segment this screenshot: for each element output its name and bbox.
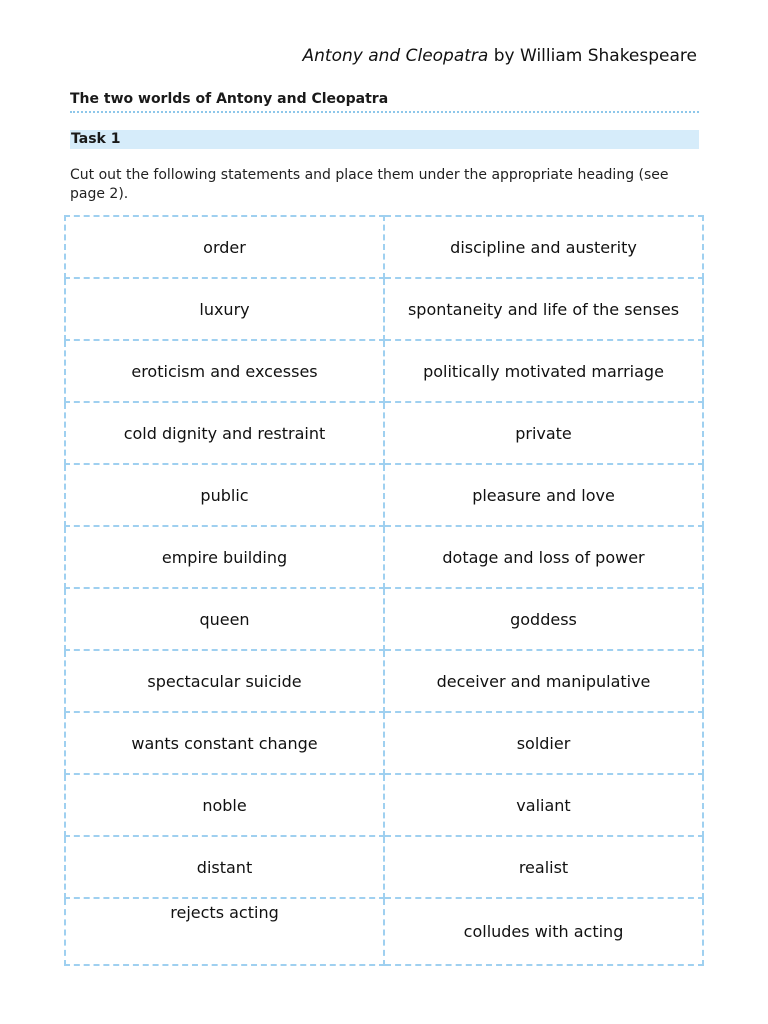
statement-card: valiant xyxy=(384,774,703,836)
statement-card: eroticism and excesses xyxy=(65,340,384,402)
statement-row xyxy=(65,340,703,402)
statement-card: realist xyxy=(384,836,703,898)
statement-row xyxy=(65,588,703,650)
task-heading xyxy=(70,130,699,149)
statement-row xyxy=(65,774,703,836)
statement-card: empire building xyxy=(65,526,384,588)
statement-card: order xyxy=(65,216,384,278)
statement-card: distant xyxy=(65,836,384,898)
statement-card: spectacular suicide xyxy=(65,650,384,712)
statement-row xyxy=(65,836,703,898)
statement-card: pleasure and love xyxy=(384,464,703,526)
statement-card: rejects acting xyxy=(65,898,384,965)
statement-card: soldier xyxy=(384,712,703,774)
statement-row xyxy=(65,402,703,464)
statement-card: wants constant change xyxy=(65,712,384,774)
statement-card: colludes with acting xyxy=(384,898,703,965)
statement-card: queen xyxy=(65,588,384,650)
statement-row xyxy=(65,216,703,278)
statement-card: dotage and loss of power xyxy=(384,526,703,588)
author-line: by William Shakespeare xyxy=(488,46,697,66)
statement-row xyxy=(65,278,703,340)
statement-row xyxy=(65,898,703,965)
statement-row xyxy=(65,712,703,774)
statement-card: public xyxy=(65,464,384,526)
statement-card: discipline and austerity xyxy=(384,216,703,278)
section-subtitle: The two worlds of Antony and Cleopatra xyxy=(70,91,699,113)
task-instructions: Cut out the following statements and place them under the appropriate heading (see page 2). xyxy=(70,167,669,202)
statement-cut-out-grid xyxy=(64,215,704,966)
work-title: Antony and Cleopatra xyxy=(302,46,489,66)
document-header xyxy=(303,46,698,66)
statement-card: luxury xyxy=(65,278,384,340)
statement-card: goddess xyxy=(384,588,703,650)
statement-card: politically motivated marriage xyxy=(384,340,703,402)
statement-card: noble xyxy=(65,774,384,836)
statement-row xyxy=(65,650,703,712)
statement-card: cold dignity and restraint xyxy=(65,402,384,464)
statement-row xyxy=(65,526,703,588)
statement-card: private xyxy=(384,402,703,464)
statement-card: spontaneity and life of the senses xyxy=(384,278,703,340)
statement-row xyxy=(65,464,703,526)
statement-card: deceiver and manipulative xyxy=(384,650,703,712)
task-label: Task 1 xyxy=(71,131,121,147)
